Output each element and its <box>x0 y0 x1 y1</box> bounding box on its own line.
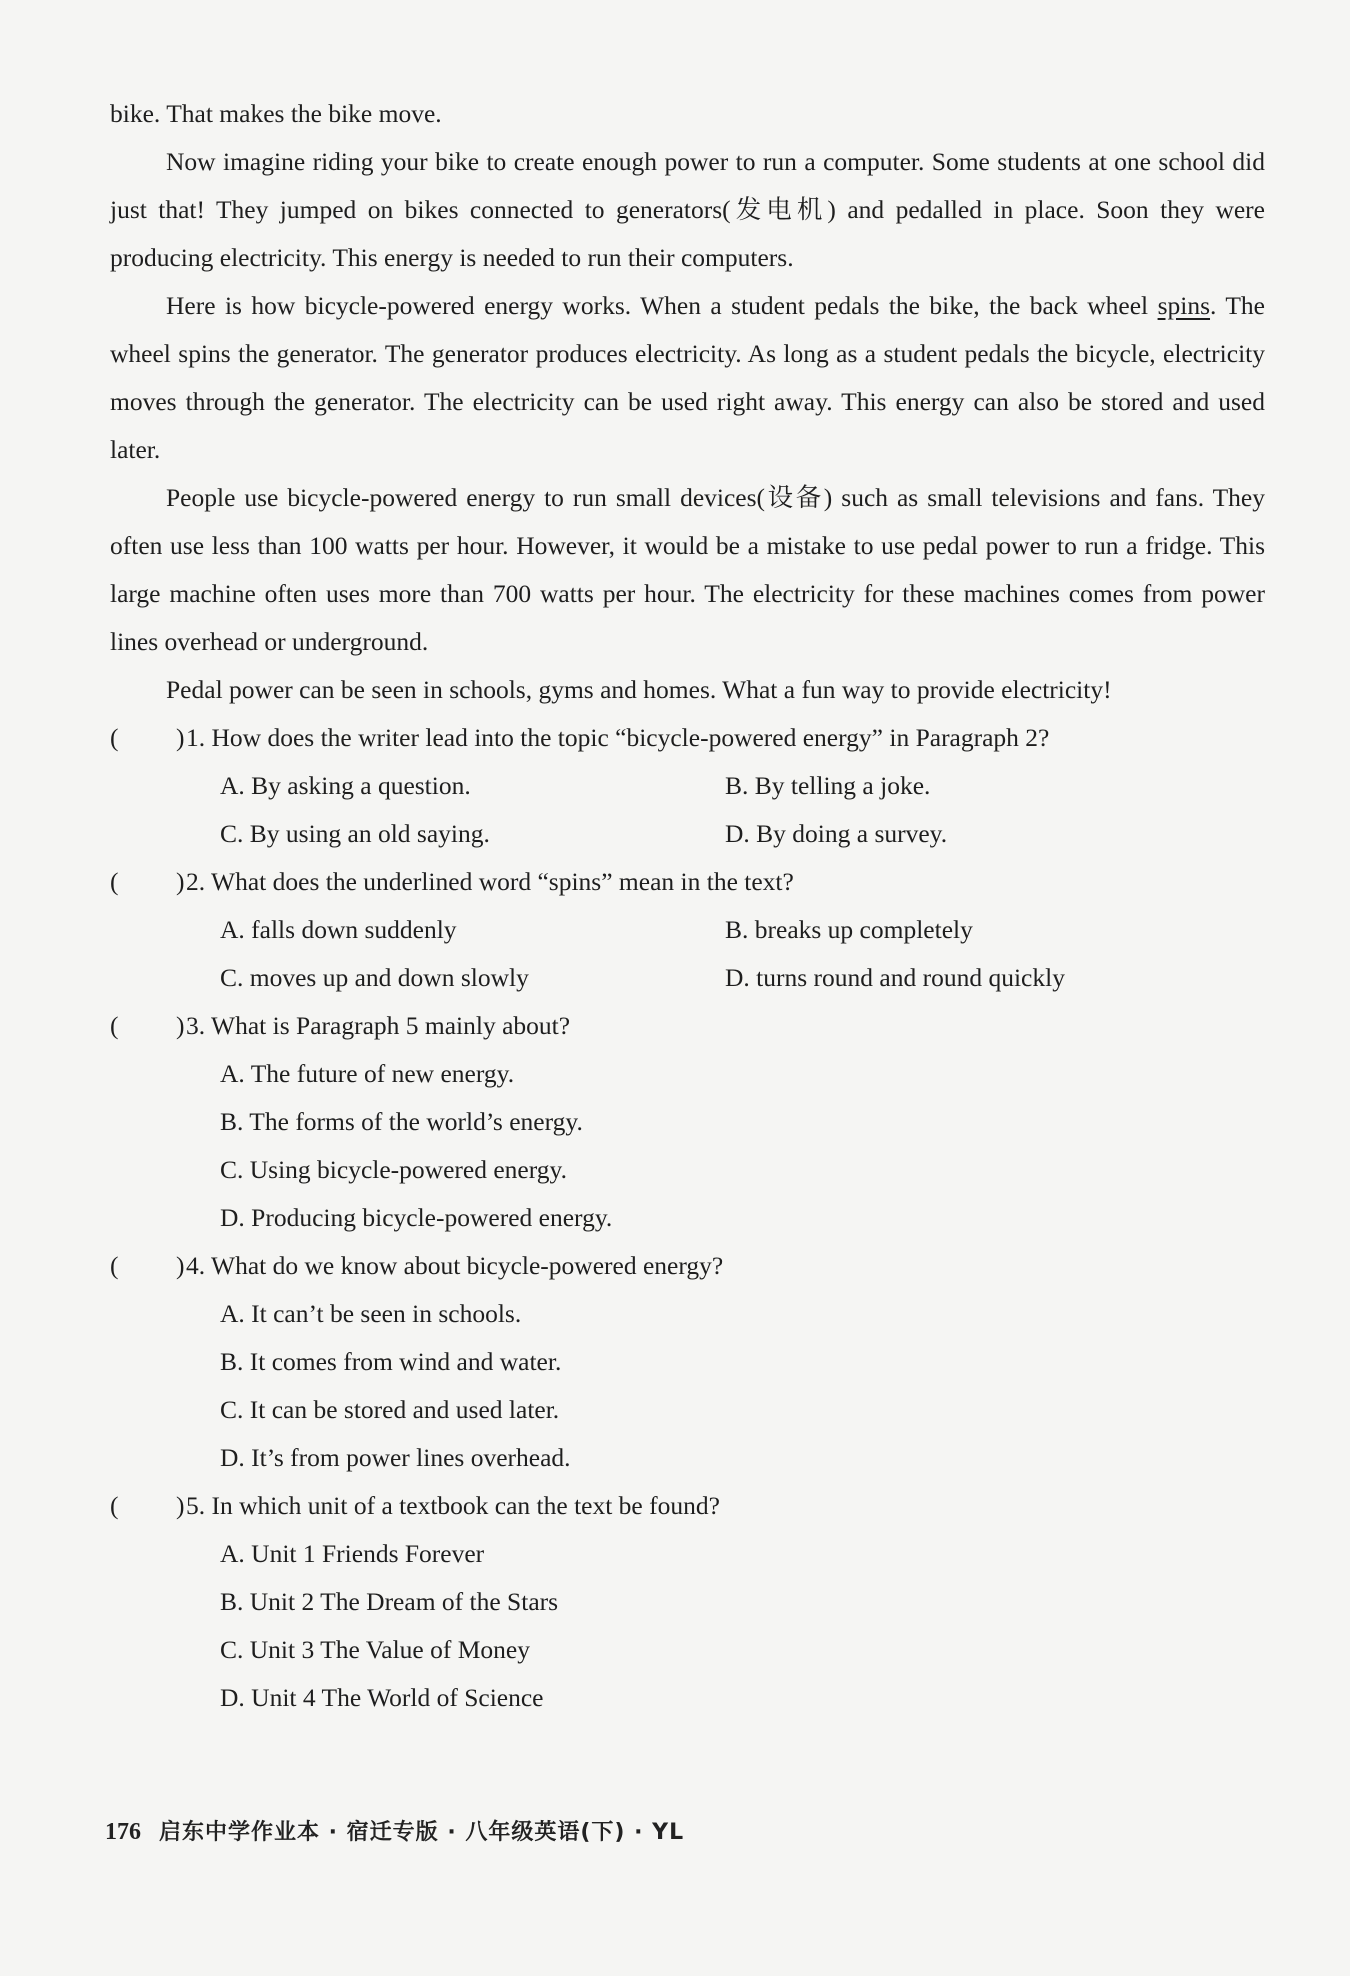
question-text: 3. What is Paragraph 5 mainly about? <box>186 1011 571 1040</box>
answer-paren-open: ( <box>110 1011 119 1040</box>
option-a: A. The future of new energy. <box>220 1059 515 1088</box>
paragraph-3-text-start: Here is how bicycle-powered energy works. When a student pedals the bike, the back wheel <box>166 291 1158 320</box>
underlined-word-spins: spins <box>1157 291 1211 320</box>
option-c: C. It can be stored and used later. <box>220 1395 560 1424</box>
question-4 <box>110 1242 1265 1482</box>
question-options <box>220 906 1265 1002</box>
option-d: D. It’s from power lines overhead. <box>220 1443 571 1472</box>
option-d: D. Unit 4 The World of Science <box>220 1683 544 1712</box>
question-3 <box>110 1002 1265 1242</box>
question-text: 5. In which unit of a textbook can the text be found? <box>186 1491 720 1520</box>
answer-paren-close: ) <box>176 1251 185 1280</box>
answer-paren-open: ( <box>110 723 119 752</box>
passage-paragraph-3 <box>110 282 1265 474</box>
question-options <box>220 1530 1265 1722</box>
question-options <box>220 1050 1265 1242</box>
page-number: 176 <box>105 1819 141 1845</box>
answer-paren-close: ) <box>176 867 185 896</box>
answer-paren-close: ) <box>176 723 185 752</box>
answer-blank[interactable] <box>132 1482 176 1530</box>
answer-paren-open: ( <box>110 1491 119 1520</box>
passage-paragraph-4: People use bicycle-powered energy to run small devices(设备) such as small televisions and fans. They often use less than 100 watts per hour. However, it would be a mistake to use pedal power to run a fridge. This large machine often uses more than 700 watts per hour. The electricity for these machines comes from power lines overhead or underground. <box>110 483 1265 656</box>
option-b: B. The forms of the world’s energy. <box>220 1107 583 1136</box>
option-c: C. moves up and down slowly <box>220 963 529 992</box>
option-a: A. falls down suddenly <box>220 915 457 944</box>
answer-paren-open: ( <box>110 867 119 896</box>
option-c: C. By using an old saying. <box>220 819 490 848</box>
option-d: D. turns round and round quickly <box>725 963 1065 992</box>
answer-paren-open: ( <box>110 1251 119 1280</box>
answer-blank[interactable] <box>132 1002 176 1050</box>
passage-paragraph-2: Now imagine riding your bike to create enough power to run a computer. Some students at one school did just that! They jumped on bikes connected to generators(发电机) and pedalled in place. Soon they were producing electricity. This energy is needed to run their computers. <box>110 147 1265 272</box>
answer-blank[interactable] <box>132 714 176 762</box>
book-title: 启东中学作业本 · 宿迁专版 · 八年级英语(下) · YL <box>159 1820 685 1845</box>
answer-blank[interactable] <box>132 858 176 906</box>
question-5 <box>110 1482 1265 1722</box>
option-a: A. It can’t be seen in schools. <box>220 1299 522 1328</box>
answer-paren-close: ) <box>176 1491 185 1520</box>
passage-paragraph-1: bike. That makes the bike move. <box>110 99 442 128</box>
question-text: 1. How does the writer lead into the topic “bicycle-powered energy” in Paragraph 2? <box>186 723 1050 752</box>
question-text: 2. What does the underlined word “spins” mean in the text? <box>186 867 794 896</box>
question-options <box>220 762 1265 858</box>
question-text: 4. What do we know about bicycle-powered energy? <box>186 1251 724 1280</box>
option-b: B. breaks up completely <box>725 915 973 944</box>
paragraph-3-text-end: . The wheel spins the generator. The generator produces electricity. As long as a student pedals the bicycle, electricity moves through the generator. The electricity can be used right away. This energy can also be stored and used later. <box>110 291 1266 464</box>
page-content <box>110 90 1265 1722</box>
option-b: B. By telling a joke. <box>725 771 931 800</box>
option-c: C. Unit 3 The Value of Money <box>220 1635 530 1664</box>
option-b: B. Unit 2 The Dream of the Stars <box>220 1587 559 1616</box>
question-2 <box>110 858 1265 1002</box>
option-a: A. By asking a question. <box>220 771 471 800</box>
passage-paragraph-5: Pedal power can be seen in schools, gyms and homes. What a fun way to provide electricity! <box>166 675 1112 704</box>
option-d: D. Producing bicycle-powered energy. <box>220 1203 613 1232</box>
option-b: B. It comes from wind and water. <box>220 1347 562 1376</box>
option-d: D. By doing a survey. <box>725 819 948 848</box>
answer-paren-close: ) <box>176 1011 185 1040</box>
option-c: C. Using bicycle-powered energy. <box>220 1155 567 1184</box>
question-1 <box>110 714 1265 858</box>
option-a: A. Unit 1 Friends Forever <box>220 1539 485 1568</box>
question-options <box>220 1290 1265 1482</box>
answer-blank[interactable] <box>132 1242 176 1290</box>
page-footer <box>105 1815 684 1846</box>
